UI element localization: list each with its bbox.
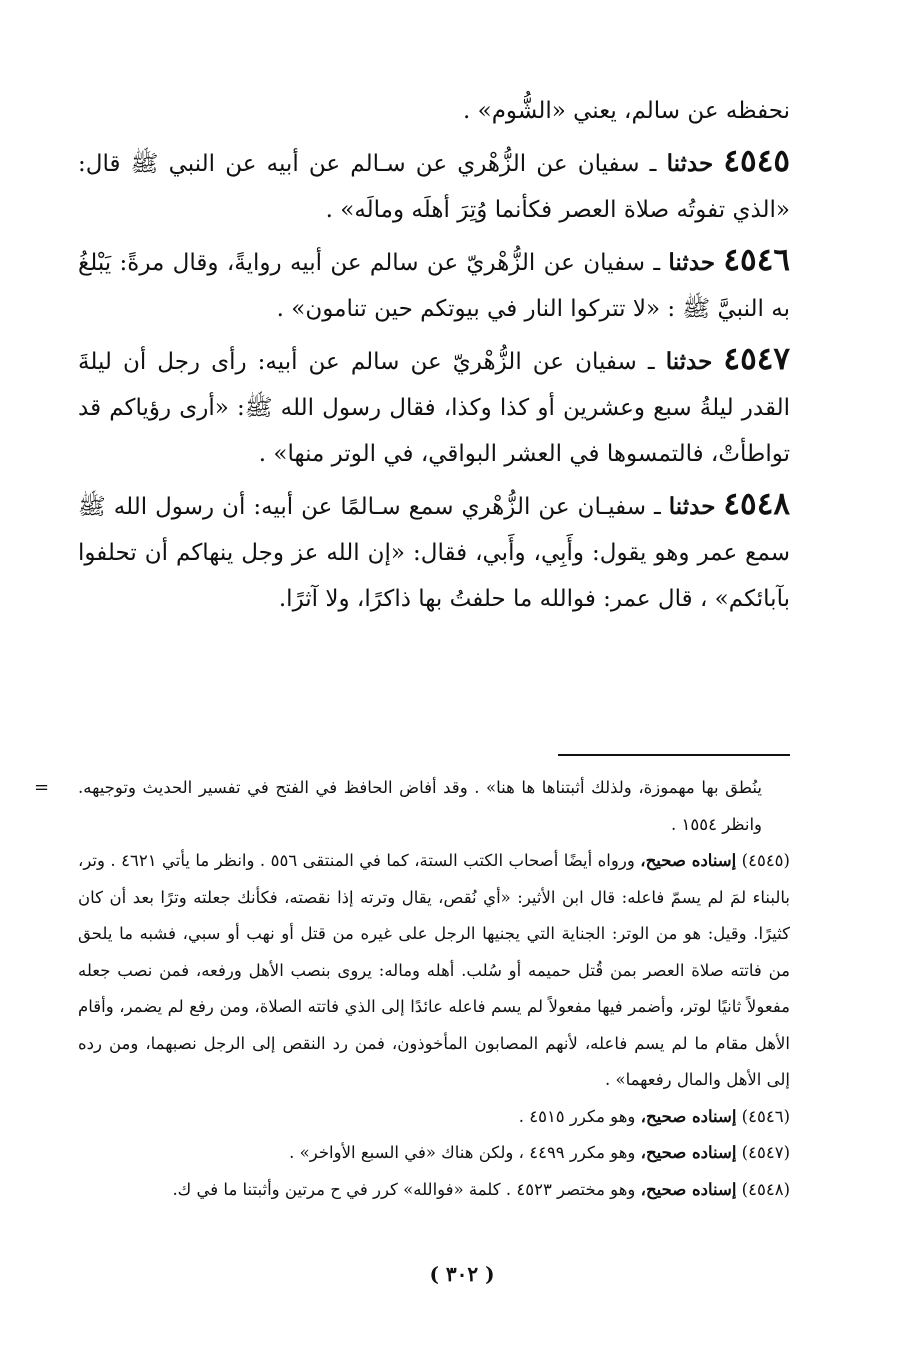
footnote-text: وهو مكرر ٤٥١٥ . (518, 1106, 636, 1126)
page-body (34, 88, 791, 1199)
footnote-keyword: إسناده صحيح، (640, 851, 737, 870)
footnote-4548 (78, 1172, 790, 1209)
hadith-4547 (78, 336, 790, 477)
hadith-text: ـ سفيان عن الزُّهْري عن سـالم عن أبيه عن النبي ﷺ قال: «الذي تفوتُه صلاة العصر فكأنما وُتِرَ أهلَه ومالَه» . (78, 151, 790, 223)
footnote-4547 (78, 1135, 790, 1172)
footnote-keyword: إسناده صحيح، (640, 1143, 737, 1162)
footnote-ref: (٤٥٤٨) (741, 1179, 790, 1199)
hadith-keyword: حدثنا (668, 493, 716, 520)
footnote-4545 (78, 843, 790, 1099)
footnote-text: وهو مكرر ٤٤٩٩ ، ولكن هناك «في السبع الأواخر» . (289, 1143, 636, 1162)
hadith-keyword: حدثنا (665, 348, 713, 375)
intro-line: نحفظه عن سالم، يعني «الشُّوم» . (463, 98, 790, 124)
footnotes (34, 770, 790, 1208)
footnote-ref: (٤٥٤٧) (741, 1143, 790, 1162)
hadith-4548 (78, 481, 790, 622)
hadith-number: ٤٥٤٧ (723, 341, 791, 377)
hadith-text: ـ سفيـان عن الزُّهْري سمع سـالمًا عن أبيه: أن رسول الله ﷺ سمع عمر وهو يقول: وأَبِي، وأَبي، فقال: «إن الله عز وجل ينهاكم أن تحلفوا بآبائكم» ، قال عمر: فوالله ما حلفتُ بها ذاكرًا، ولا آثرًا. (78, 494, 790, 612)
footnote-text: وهو مختصر ٤٥٢٣ . كلمة «فوالله» كرر في ح مرتين وأثبتنا ما في ك. (172, 1179, 636, 1199)
footnote-keyword: إسناده صحيح، (640, 1179, 737, 1199)
hadith-number: ٤٥٤٨ (723, 486, 791, 522)
footnote-ref: (٤٥٤٦) (741, 1106, 790, 1126)
hadith-keyword: حدثنا (666, 150, 714, 177)
hadith-4546 (78, 237, 790, 332)
footnote-text: ورواه أيضًا أصحاب الكتب الستة، كما في المنتقى ٥٥٦ . وانظر ما يأتي ٤٦٢١ . وتر، بالبناء لمَ لم يسمّ فاعله: قال ابن الأثير: «أي نُقص، يقال وترته إذا نقصته، فكأنك جعلته وترًا بعد أن كان كثيرًا. وقيل: هو من الوتر: الجناية التي يجنيها الرجل على غيره من قتل أو نهب أو سبي، فشبه ما يلحق من فاتته صلاة العصر بمن قُتل حميمه أو سُلب. أهله وماله: يروى بنصب الأهل ورفعه، فمن نصب جعله مفعولاً ثانيًا لوتر، وأضمر فيها مفعولاً لم يسم فاعله عائدًا إلى الذي فاتته الصلاة، ومن رفع لم يضمر، وأقام الأهل مقام ما لم يسم فاعله، لأنهم المصابون المأخوذون، فمن رد النقص إلى الرجل نصبهما، ومن رده إلى الأهل والمال رفعهما» . (78, 851, 790, 1089)
hadith-4545 (78, 138, 790, 233)
footnote-4546 (78, 1099, 790, 1136)
hadith-text: ـ سفيان عن الزُّهْريّ عن سالم عن أبيه: رأى رجل أن ليلةَ القدر ليلةُ سبع وعشرين أو كذا وكذا، فقال رسول الله ﷺ: «أرى رؤياكم قد تواطأتْ، فالتمسوها في العشر البواقي، في الوتر منها» . (78, 349, 790, 467)
footnote-divider (558, 754, 790, 756)
hadith-number: ٤٥٤٥ (723, 143, 791, 179)
footnote-continued: ينُطق بها مهموزة، ولذلك أثبتناها ها هنا» . وقد أفاض الحافظ في الفتح في تفسير الحديث وتوجيهه. وانظر ١٥٥٤ . (78, 778, 762, 834)
continuation-mark: = (34, 777, 50, 798)
hadith-keyword: حدثنا (668, 249, 716, 276)
page-number: ( ٣٠٢ ) (429, 1262, 495, 1286)
footnote-ref: (٤٥٤٥) (741, 851, 790, 870)
main-text (78, 88, 790, 622)
hadith-text: ـ سفيان عن الزُّهْريّ عن سالم عن أبيه روايةً، وقال مرةً: يَبْلغُ به النبيَّ ﷺ : «لا تتركوا النار في بيوتكم حين تنامون» . (78, 250, 790, 322)
hadith-number: ٤٥٤٦ (723, 242, 790, 278)
footnote-keyword: إسناده صحيح، (640, 1106, 737, 1126)
